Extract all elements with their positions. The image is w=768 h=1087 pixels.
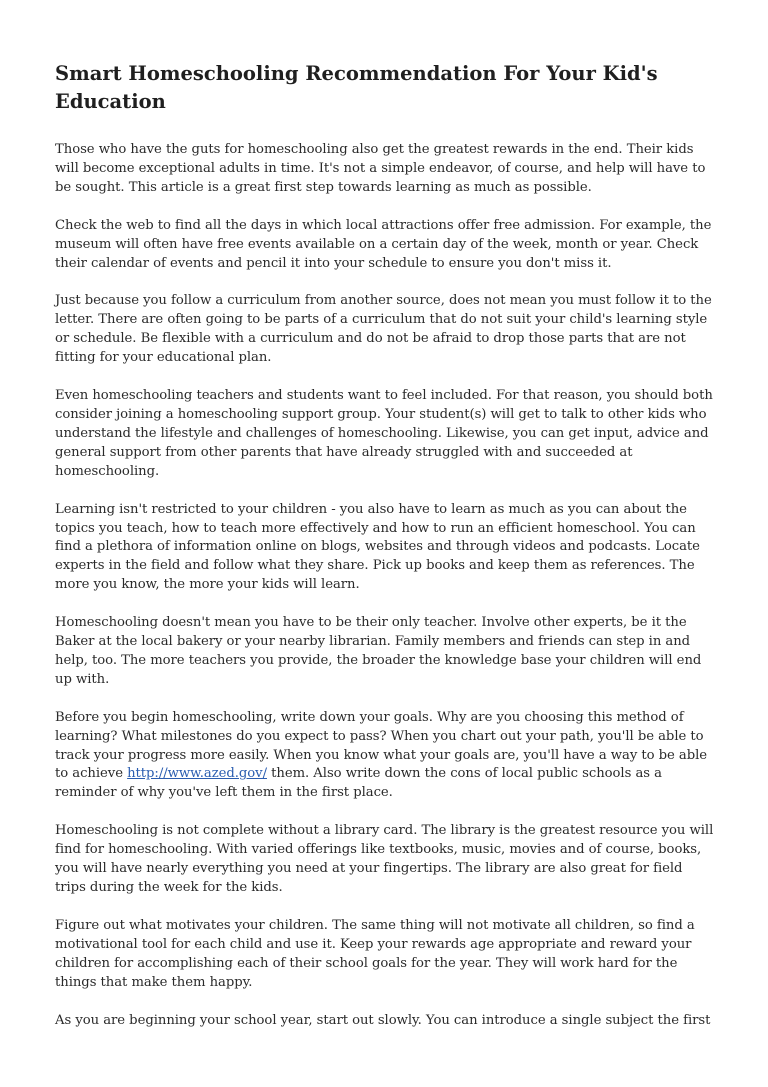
document-title: Smart Homeschooling Recommendation For Your Kid's Education xyxy=(55,62,658,113)
azed-link[interactable]: http://www.azed.gov/ xyxy=(127,766,267,782)
paragraph-learning: Learning isn't restricted to your children - you also have to learn as much as you can about the topics you teach, how to teach more effectively and how to run an efficient homeschool. You can find a plethora of information online on blogs, websites and through videos and podcasts. Locate experts in the field and follow what they share. Pick up books and keep them as references. The more you know, the more your kids will learn. xyxy=(55,501,700,593)
document-body xyxy=(55,141,715,1030)
goals-text-after-link: them. Also write down the cons of local public schools as a reminder of why you've left them in the first place. xyxy=(55,766,662,801)
paragraph-goals xyxy=(55,709,715,804)
paragraph-motivation: Figure out what motivates your children. The same thing will not motivate all children, so find a motivational tool for each child and use it. Keep your rewards age appropriate and reward your children for accomplishing each of their school goals for the year. They will work hard for the things that make them happy. xyxy=(55,917,695,990)
paragraph-library-card: Homeschooling is not complete without a library card. The library is the greatest resource you will find for homeschooling. With varied offerings like textbooks, music, movies and of course, books, you will have nearly everything you need at your fingertips. The library are also great for field trips during the week for the kids. xyxy=(55,823,714,895)
paragraph-support-group: Even homeschooling teachers and students want to feel included. For that reason, you should both consider joining a homeschooling support group. Your student(s) will get to talk to other kids who understand the lifestyle and challenges of homeschooling. Likewise, you can get input, advice and general support from other parents that have already struggled with and succeeded at homeschooling. xyxy=(55,388,713,479)
goals-text-before-link: Before you begin homeschooling, write down your goals. Why are you choosing this method of learning? What milestones do you expect to pass? When you chart out your path, you'll be able to track your progress more easily. When you know what your goals are, you'll have a way to be able to achieve xyxy=(55,709,708,782)
paragraph-free-admission: Check the web to find all the days in which local attractions offer free admission. For example, the museum will often have free events available on a certain day of the week, month or year. Check their calendar of events and pencil it into your schedule to ensure you don't miss it. xyxy=(55,217,712,271)
paragraph-curriculum: Just because you follow a curriculum from another source, does not mean you must follow it to the letter. There are often going to be parts of a curriculum that do not suit your child's learning style or schedule. Be flexible with a curriculum and do not be afraid to drop those parts that are not fitting for your educational plan. xyxy=(55,293,712,366)
paragraph-intro: Those who have the guts for homeschooling also get the greatest rewards in the end. Their kids will become exceptional adults in time. It's not a simple endeavor, of course, and help will have to be sought. This article is a great first step towards learning as much as possible. xyxy=(55,142,706,195)
document-content xyxy=(55,60,715,1049)
paragraph-start-slowly: As you are beginning your school year, start out slowly. You can introduce a single subject the first xyxy=(55,1012,711,1028)
paragraph-other-teachers: Homeschooling doesn't mean you have to be their only teacher. Involve other experts, be it the Baker at the local bakery or your nearby librarian. Family members and friends can step in and help, too. The more teachers you provide, the broader the knowledge base your children will end up with. xyxy=(55,615,702,687)
